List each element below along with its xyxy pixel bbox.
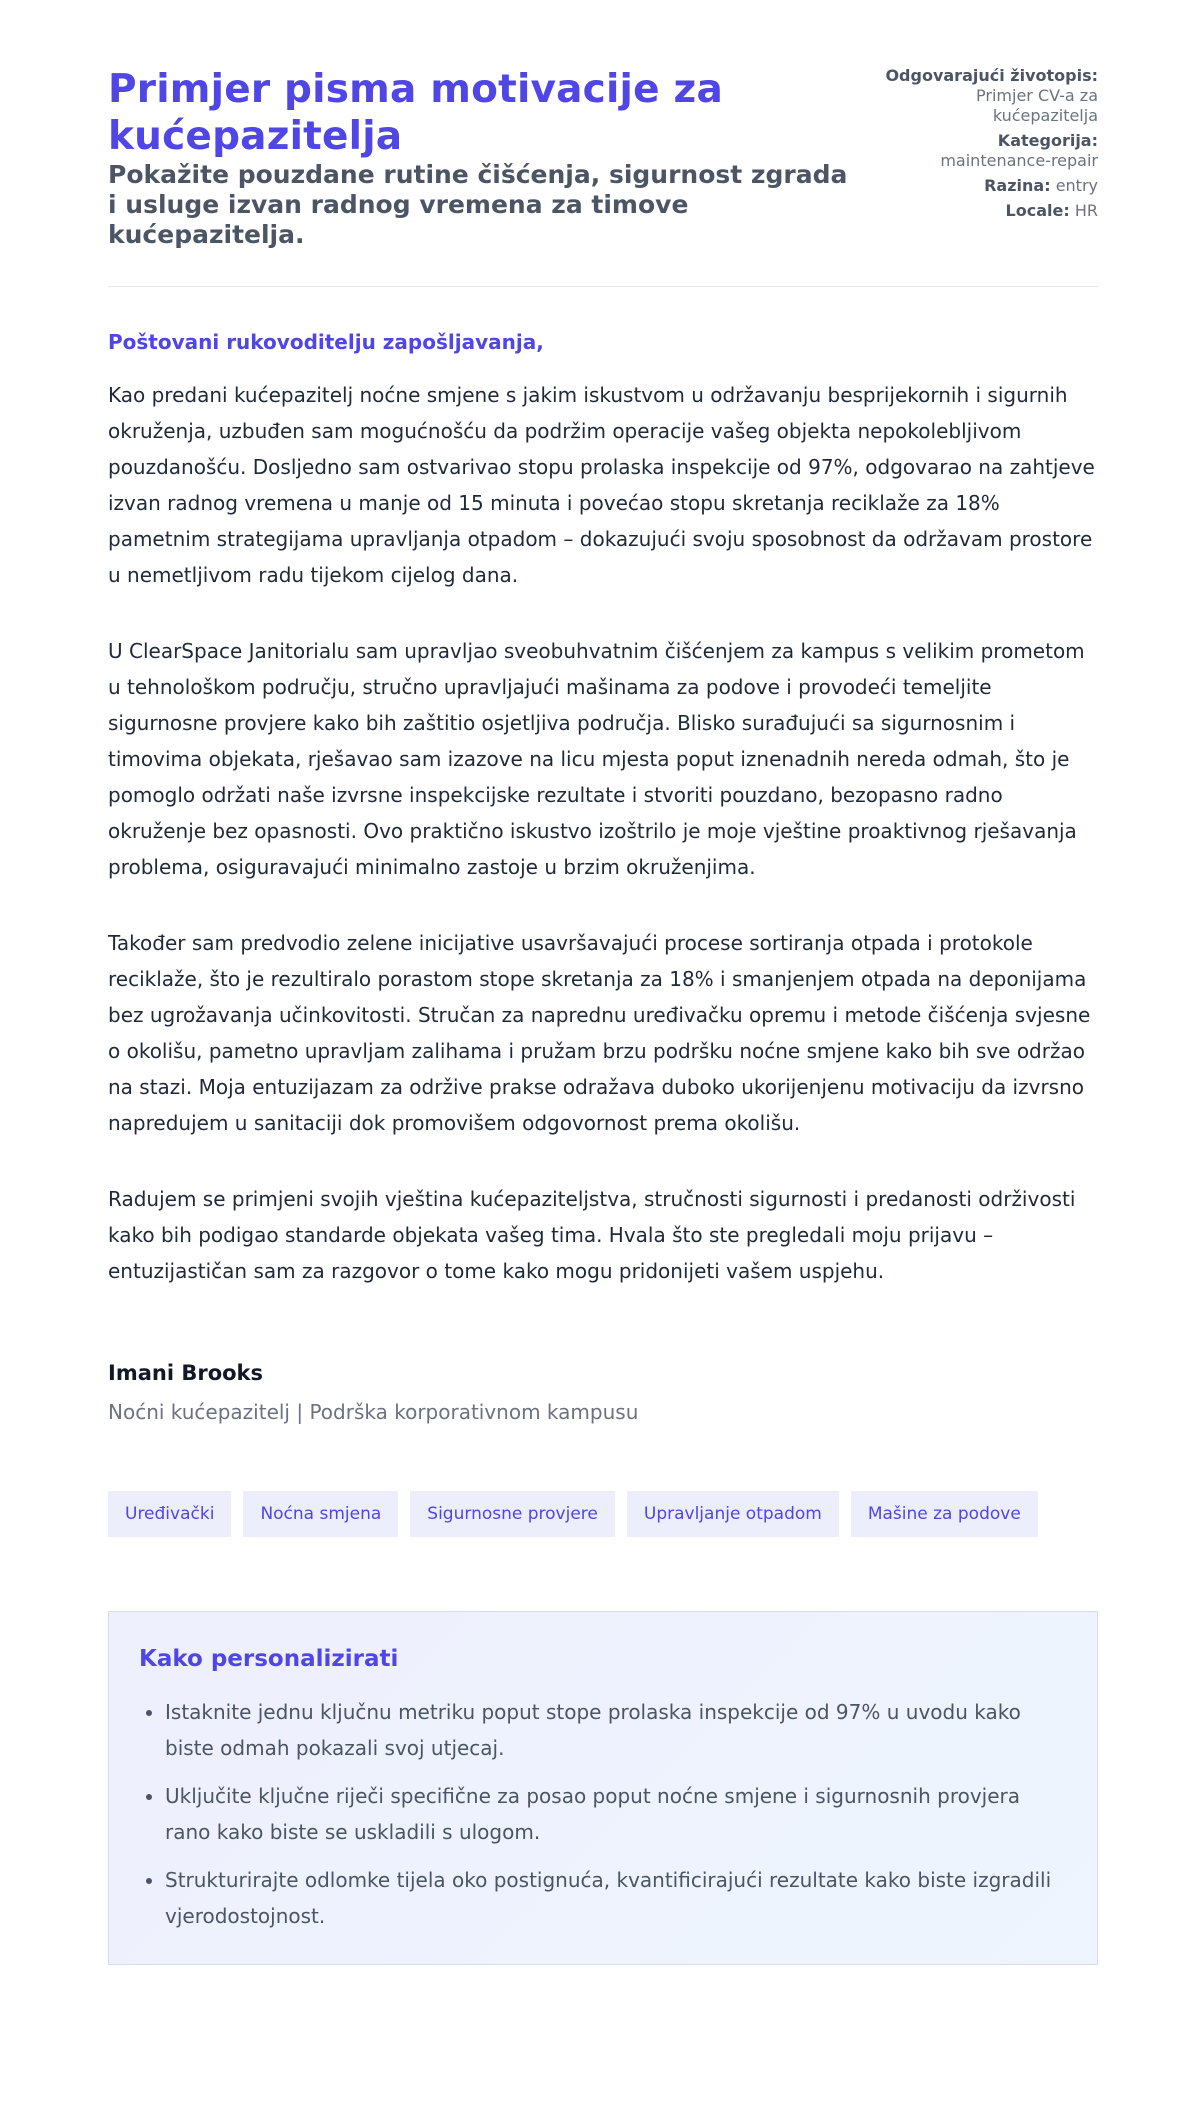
- skill-tag: Mašine za podove: [851, 1491, 1038, 1537]
- meta-level: [868, 176, 1098, 196]
- letter-paragraph-4: Radujem se primjeni svojih vještina kućepaziteljstva, stručnosti sigurnosti i predanosti održivosti kako bih podigao standarde objekata vašeg tima. Hvala što ste pregledali moju prijavu – entuzijastičan sam za razgovor o tome kako mogu pridonijeti vašem uspjehu.: [108, 1187, 1076, 1283]
- meta-resume-value: Primjer CV-a za kućepazitelja: [976, 86, 1098, 125]
- cover-letter: [108, 329, 1098, 1425]
- meta-resume-key: Odgovarajući životopis:: [885, 66, 1098, 85]
- meta-category-key: Kategorija:: [997, 131, 1098, 150]
- personalization-tips: [108, 1611, 1098, 1965]
- meta-level-key: Razina:: [984, 176, 1051, 195]
- meta-level-value: entry: [1055, 176, 1098, 195]
- meta-locale: [868, 201, 1098, 221]
- letter-paragraph-1: Kao predani kućepazitelj noćne smjene s jakim iskustvom u održavanju besprijekornih i sigurnih okruženja, uzbuđen sam mogućnošću da podržim operacije vašeg objekta nepokolebljivom pouzdanošću. Dosljedno sam ostvarivao stopu prolaska inspekcije od 97%, odgovarao na zahtjeve izvan radnog vremena u manje od 15 minuta i povećao stopu skretanja reciklaže za 18% pametnim strategijama upravljanja otpadom – dokazujući svoju sposobnost da održavam prostore u nemetljivom radu tijekom cijelog dana.: [108, 383, 1095, 587]
- skill-tag: Noćna smjena: [243, 1491, 398, 1537]
- salutation: Poštovani rukovoditelju zapošljavanja,: [108, 330, 544, 354]
- skill-tag: Uređivački: [108, 1491, 231, 1537]
- page-title: Primjer pisma motivacije za kućepazitelja: [108, 67, 723, 159]
- letter-paragraph-3: Također sam predvodio zelene inicijative usavršavajući procese sortiranja otpada i protokole reciklaže, što je rezultiralo porastom stope skretanja za 18% i smanjenjem otpada na deponijama bez ugrožavanja učinkovitosti. Stručan za naprednu uređivačku opremu i metode čišćenja svjesne o okolišu, pametno upravljam zalihama i pružam brzu podršku noćne smjene kako bih sve održao na stazi. Moja entuzijazam za održive prakse odražava duboko ukorijenjenu motivaciju da izvrsno napredujem u sanitaciji dok promovišem odgovornost prema okolišu.: [108, 931, 1091, 1135]
- meta-locale-value: HR: [1074, 201, 1098, 220]
- skill-tag: Sigurnosne provjere: [410, 1491, 615, 1537]
- letter-paragraph-2: U ClearSpace Janitorialu sam upravljao sveobuhvatnim čišćenjem za kampus s velikim prometom u tehnološkom području, stručno upravljajući mašinama za podove i provodeći temeljite sigurnosne provjere kako bih zaštitio osjetljiva područja. Blisko surađujući sa sigurnosnim i timovima objekata, rješavao sam izazove na licu mjesta poput iznenadnih nereda odmah, što je pomoglo održati naše izvrsne inspekcijske rezultate i stvoriti pouzdano, bezopasno radno okruženje bez opasnosti. Ovo praktično iskustvo izoštrilo je moje vještine proaktivnog rješavanja problema, osiguravajući minimalno zastoje u brzim okruženjima.: [108, 639, 1085, 879]
- signature-name: Imani Brooks: [108, 1361, 264, 1385]
- meta-locale-key: Locale:: [1005, 201, 1070, 220]
- signature: [108, 1359, 1098, 1425]
- signature-role: Noćni kućepazitelj | Podrška korporativnom kampusu: [108, 1400, 639, 1424]
- tip-item: • Istaknite jednu ključnu metriku poput stope prolaska inspekcije od 97% u uvodu kako biste odmah pokazali svoj utjecaj.: [165, 1694, 1067, 1766]
- tip-item: • Uključite ključne riječi specifične za posao poput noćne smjene i sigurnosnih provjera rano kako biste se uskladili s ulogom.: [165, 1778, 1067, 1850]
- tips-title: Kako personalizirati: [139, 1646, 399, 1672]
- page-header: [108, 62, 1098, 287]
- meta-category-value: maintenance-repair: [940, 151, 1098, 170]
- tip-item: • Strukturirajte odlomke tijela oko postignuća, kvantificirajući rezultate kako biste izgradili vjerodostojnost.: [165, 1862, 1067, 1934]
- meta-resume: [868, 66, 1098, 126]
- tips-list: [139, 1694, 1067, 1934]
- skill-tag: Upravljanje otpadom: [627, 1491, 839, 1537]
- page-subtitle: Pokažite pouzdane rutine čišćenja, sigurnost zgrada i usluge izvan radnog vremena za timove kućepazitelja.: [108, 160, 848, 249]
- meta-panel: [868, 66, 1098, 226]
- meta-category: [868, 131, 1098, 171]
- skill-tags: [108, 1491, 1098, 1537]
- content: [108, 62, 1098, 1965]
